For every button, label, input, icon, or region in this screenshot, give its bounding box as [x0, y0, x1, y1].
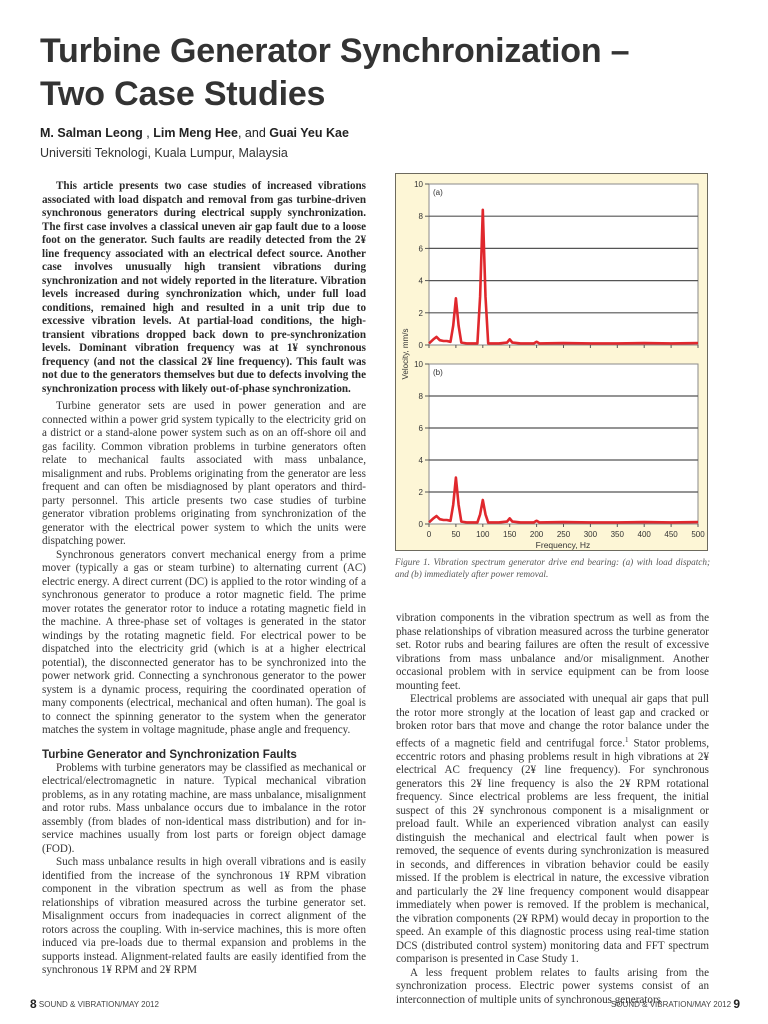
y-tick-label: 10	[414, 180, 423, 189]
body-paragraph	[396, 693, 709, 967]
y-tick-label: 2	[418, 308, 423, 318]
y-tick-label: 6	[418, 424, 423, 433]
section-heading: Turbine Generator and Synchronization Faults	[42, 747, 297, 761]
y-tick-label: 8	[418, 392, 423, 401]
footer-publication: SOUND & VIBRATION/MAY 2012	[611, 1000, 732, 1009]
title-line-2: Two Case Studies	[40, 75, 326, 113]
plot-area	[429, 184, 698, 345]
figure-caption: Figure 1. Vibration spectrum generator drive end bearing: (a) with load dispatch; and (b) immediately after power removal.	[395, 557, 710, 579]
author-name: M. Salman Leong	[40, 126, 143, 140]
plot-area	[429, 364, 698, 524]
figure-vibration-spectrum	[395, 173, 708, 551]
paragraph-text: Stator problems, eccentric rotors and phasing problems result in high vibrations at 2¥ electrical AC frequency (2¥ line frequency). For synchronous generators this 2¥ line frequency is also the 2¥ RPM rotational frequency. Since electrical problems are less frequent, the initial suspect of this 2¥ synchronous component is a misalignment or preload fault. While an experienced vibration analyst can easily distinguish the mechanical and electrical fault when power is removed, the sequence of events during synchronization is measured in seconds, and differences in vibration behavior could be easily missed. If the problem is electrical in nature, the excessive vibration and particularly the 2¥ line frequency component would disappear immediately when power is removed. If the problem is mechanical, the vibration components (2¥ RPM) would decay in proportion to the speed. An example of this diagnostic process using real-time station DCS (distributed control system) monitoring data and FFT spectrum comparison is presented in Case Study 1.	[396, 737, 709, 966]
x-tick-label: 400	[637, 530, 651, 539]
x-tick-label: 450	[664, 530, 678, 539]
abstract: This article presents two case studies of increased vibrations associated with load dispatch and removal from gas turbine-driven synchronous generators during electrical supply synchronization. The first case involves a classical uneven air gap fault due to a loose foot on the generator. Such faults are readily detected from the 2¥ line frequency associated with an electrical defect source. Another case involves unusually high transient vibrations during synchronization and not widely reported in the literature. Vibration levels increased during synchronization which, under full load conditions, remained high and resulted in a unit trip due to excessive vibration levels. At partial-load conditions, the high-transient vibrations dropped back down to pre-synchronization levels. Dominant vibration frequency was at 1¥ synchronous frequency (and not the classical 2¥ line frequency). This fault was not due to the generators themselves but due to defects involving the synchronization process with likely out-of-phase synchronization.	[42, 180, 366, 395]
page-number: 8	[30, 997, 37, 1011]
x-axis-title: Frequency, Hz	[535, 540, 591, 550]
x-tick-label: 350	[610, 530, 624, 539]
x-tick-label: 200	[529, 530, 544, 539]
right-column	[396, 612, 709, 1007]
y-tick-label: 4	[418, 456, 423, 465]
x-tick-label: 50	[451, 530, 461, 539]
author-list	[40, 126, 349, 140]
author-name: Lim Meng Hee	[153, 126, 238, 140]
body-paragraph: Problems with turbine generators may be classified as mechanical or electrical/electromagnetic in nature. Typical mechanical vibration problems, as in any rotating machine, are mass unbalance, misalignment and rotor rubs. Mass unbalance occurs due to imbalance in the rotor assembly (from blades of non-identical mass distribution) and for in-service machines usually from lost parts or foreign object damage (FOD).	[42, 761, 366, 855]
spectrum-chart	[396, 174, 709, 552]
x-tick-label: 300	[583, 530, 598, 539]
x-tick-label: 100	[476, 530, 490, 539]
reference-marker[interactable]: 1	[624, 735, 629, 744]
body-paragraph: Synchronous generators convert mechanical energy from a prime mover (typically a gas or steam turbine) to alternating current (AC) electric energy. A direct current (DC) is applied to the rotor winding of a synchronous generator to produce a rotor magnetic field. The prime mover rotates the generator rotor to induce a rotating magnetic field in the machine. A three-phase set of voltages is generated in the stator windings by the rotating magnetic field. For electrical power to be dispatched into the electricity grid (which is at a higher electrical potential), the disconnected generator has to be synchronized into the power network grid. Connecting a synchronous generator to the power system is a dynamic process, requiring the coordinated operation of many components (electrical, mechanical and often human). The goal is to connect the spinning generator to the system when the generator matches the system in voltage magnitude, phase angle and frequency.	[42, 548, 366, 736]
footer-right	[611, 997, 740, 1011]
y-tick-label: 2	[418, 488, 423, 497]
body-paragraph: vibration components in the vibration spectrum as well as from the phase relationships of vibration measured across the turbine generator set. Rotor rubs and bearing failures are often the result of excessive vibrations from mass unbalance and/or misalignment. Another occasional problem with in service equipment can be from loose mounting feet.	[396, 612, 709, 692]
y-tick-label: 4	[418, 276, 423, 286]
x-tick-label: 500	[691, 530, 705, 539]
title-line-1: Turbine Generator Synchronization –	[40, 32, 630, 70]
article-title	[40, 30, 740, 116]
body-paragraph: Such mass unbalance results in high overall vibrations and is easily identified from the increase of the synchronous 1¥ RPM vibration component in the vibration spectrum as well as from the phase relationships of vibration measured across the turbine generator set. Misalignment occurs from inadequacies in correct alignment of the rotors across the coupling. With in-service machines, this is more often induced via pre-loads due to thermal expansion and problems in the supports instead. Alignment-related faults are easily identified from the synchronous 1¥ RPM and 2¥ RPM	[42, 856, 366, 976]
left-column	[42, 180, 366, 978]
paragraph-text: Electrical problems are associated with unequal air gaps that pull the rotor more strongly at the location of least gap and cracked or broken rotor bars that move and change the rotor balance under the effects of a magnetic field and centrifugal force.	[396, 693, 709, 750]
author-name: Guai Yeu Kae	[269, 126, 349, 140]
x-tick-label: 150	[503, 530, 517, 539]
footer-publication: SOUND & VIBRATION/MAY 2012	[38, 1000, 159, 1009]
panel-label: (a)	[433, 188, 443, 197]
page-number: 9	[733, 997, 740, 1011]
footer-left	[30, 997, 159, 1011]
y-tick-label: 6	[418, 244, 423, 254]
y-axis-title: Velocity, mm/s	[401, 328, 410, 380]
y-tick-label: 0	[418, 341, 423, 350]
y-tick-label: 8	[418, 212, 423, 222]
x-tick-label: 250	[556, 530, 571, 539]
author-separator: ,	[142, 126, 154, 140]
y-tick-label: 10	[414, 360, 423, 369]
body-paragraph: Turbine generator sets are used in power generation and are connected within a power grid system typically to the electricity grid on a district or a stand-alone power system such as on an off-shore oil and gas facility. Common vibration problems in turbine generators often relate to mechanical faults associated with mass unbalance, misalignment and rubs. Problems originating from the generator are less frequent and can often be misdiagnosed by plant operators and third-party personnel. This article presents two case studies of turbine generator vibration problems originating from synchronization of the generator with the electrical power system to which the units were dispatching power.	[42, 400, 366, 547]
panel-label: (b)	[433, 368, 443, 377]
y-tick-label: 0	[418, 520, 423, 529]
author-affiliation: Universiti Teknologi, Kuala Lumpur, Malaysia	[40, 146, 288, 160]
body-paragraph: A less frequent problem relates to faults arising from the synchronization process. Electric power systems consist of an interconnection of multiple units of synchronous generators	[396, 966, 709, 1006]
author-separator: , and	[237, 126, 270, 140]
x-tick-label: 0	[426, 530, 432, 539]
